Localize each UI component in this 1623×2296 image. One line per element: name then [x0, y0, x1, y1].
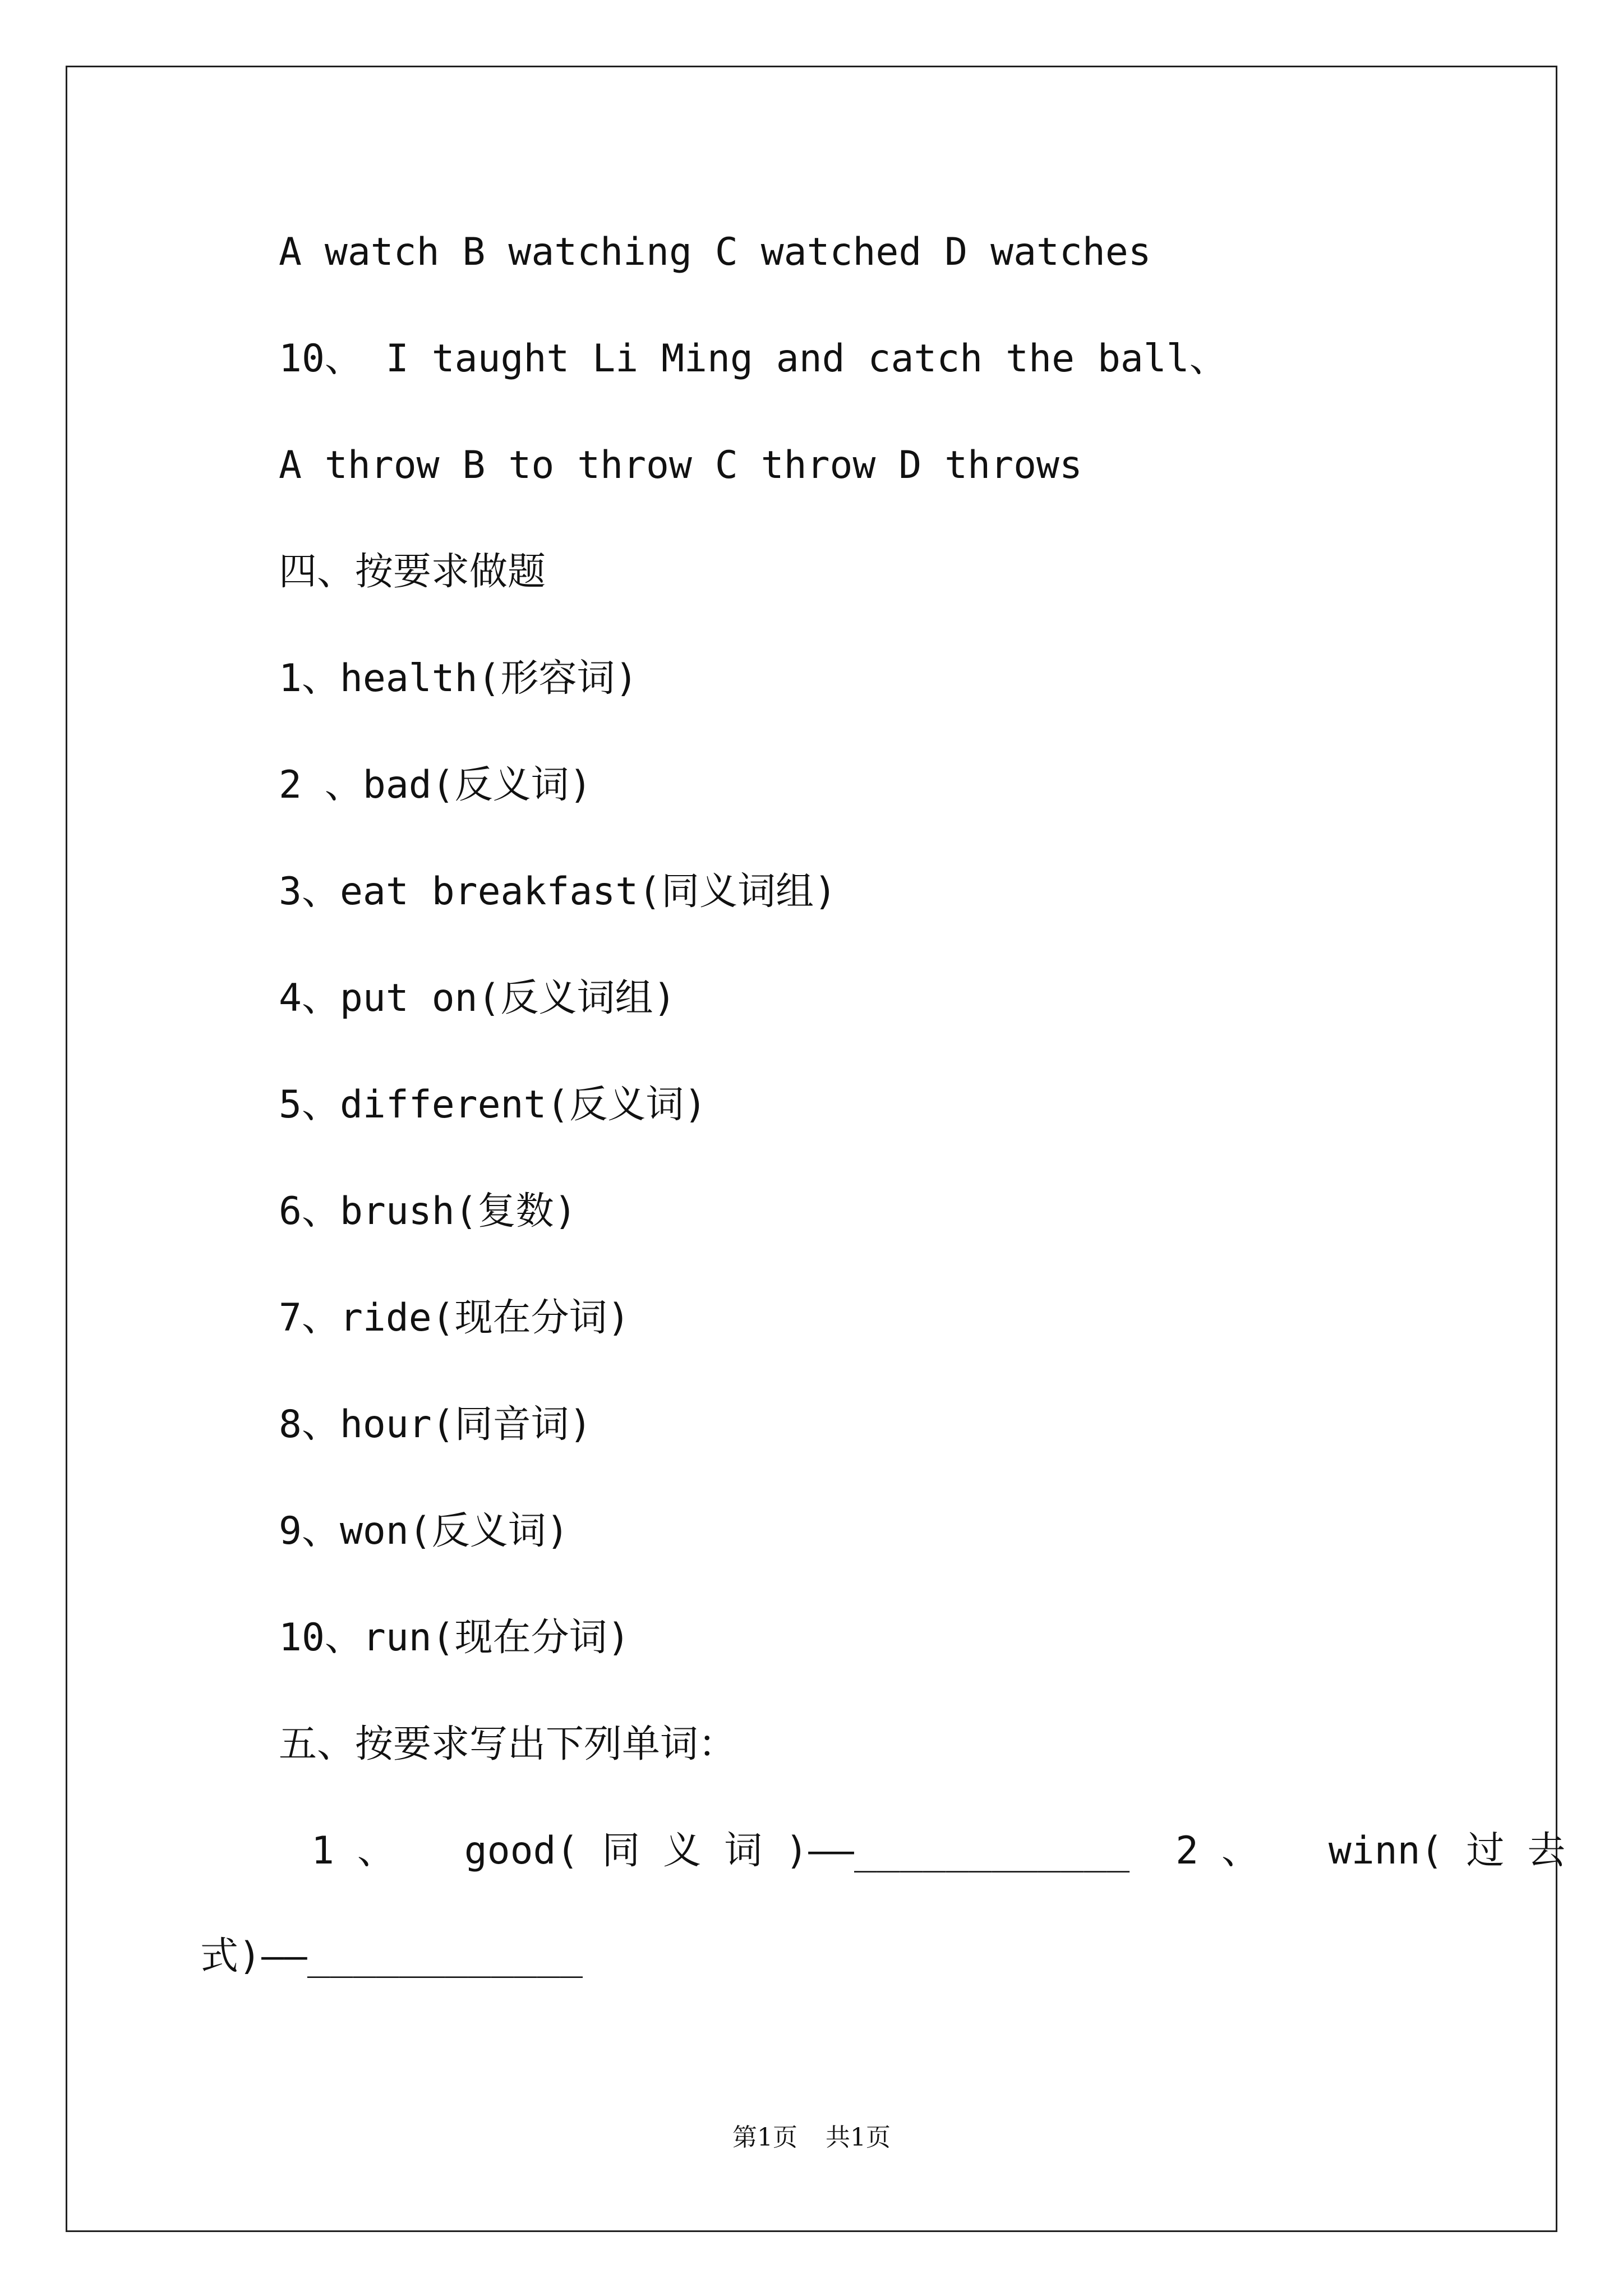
exercise-item-10: 10、run(现在分词)	[279, 1616, 630, 1660]
section-heading-5: 五、按要求写出下列单词：	[279, 1722, 737, 1766]
exercise-item-9: 9、won(反义词)	[279, 1509, 569, 1553]
text-line-2: 10、 I taught Li Ming and catch the ball、	[279, 337, 1228, 381]
page-number: 第1页	[732, 2123, 797, 2152]
exercise-item-8: 8、hour(同音词)	[279, 1402, 592, 1447]
text-line-3: A throw B to throw C throw D throws	[279, 443, 1082, 487]
section-heading-4: 四、按要求做题	[279, 550, 546, 594]
exercise-item-2: 2 、bad(反义词)	[279, 763, 592, 807]
exercise-item-7: 7、ride(现在分词)	[279, 1296, 630, 1340]
page-total: 共1页	[826, 2123, 891, 2152]
exercise-item-4: 4、put on(反义词组)	[279, 976, 676, 1020]
exercise-item-3: 3、eat breakfast(同义词组)	[279, 869, 837, 914]
exercise-item-1: 1、health(形容词)	[279, 656, 638, 701]
exercise-item-5: 5、different(反义词)	[279, 1083, 707, 1127]
page-footer	[0, 2123, 1623, 2152]
text-line-1: A watch B watching C watched D watches	[279, 230, 1151, 274]
fill-blank-item-line-2: 式)——____________	[200, 1934, 583, 1978]
exercise-item-6: 6、brush(复数)	[279, 1189, 577, 1234]
fill-blank-item-line-1: 1 、 good( 同 义 词 )——____________ 2 、 winn( 过 去	[311, 1829, 1566, 1873]
